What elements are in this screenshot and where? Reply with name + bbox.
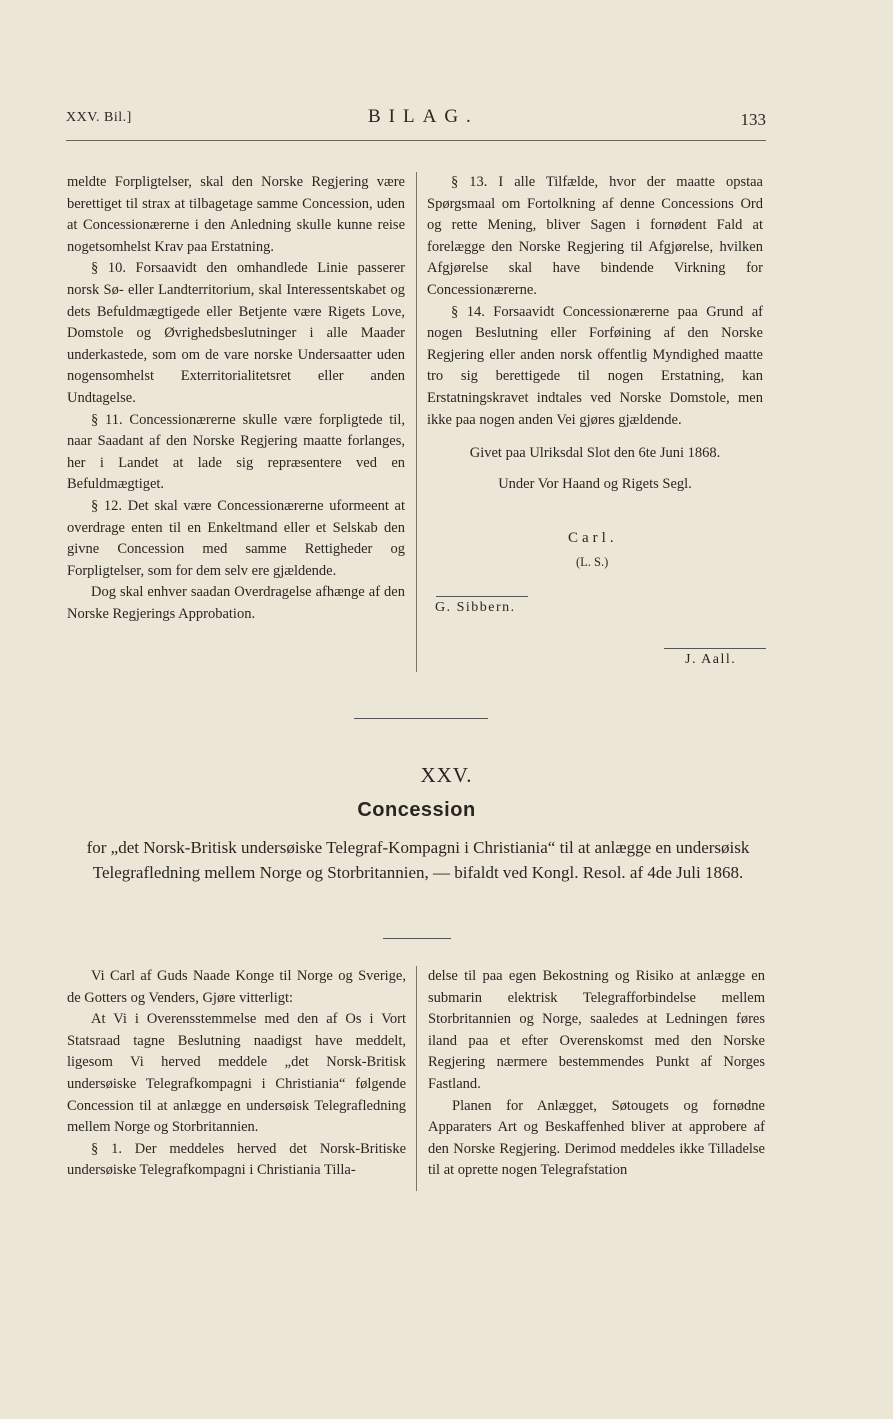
paragraph: Dog skal enhver saadan Overdragelse afhænge af den Norske Regjerings Approbation. [67, 584, 405, 622]
top-left-column [67, 172, 405, 625]
header-title: BILAG. [368, 106, 479, 127]
section-subtitle: for „det Norsk-Britisk undersøiske Telegraf-Kompagni i Christiania“ til at anlægge en undersøisk Telegrafledning mellem Norge og Storbritannien, — bifaldt ved Kongl. Resol. af 4de Juli 1868. [86, 838, 750, 882]
given-line: Givet paa Ulriksdal Slot den 6te Juni 1868. [469, 445, 721, 462]
signature-rule [664, 648, 766, 649]
section-separator [354, 718, 488, 719]
bottom-right-column [428, 966, 765, 1182]
under-line: Under Vor Haand og Rigets Segl. [498, 475, 692, 492]
page-header [66, 106, 766, 140]
section-separator [383, 938, 451, 939]
paragraph: delse til paa egen Bekostning og Risiko at anlægge en submarin elektrisk Telegrafforbindelse mellem Storbritannien og Norge, saaledes at Ledningen føres iland paa et efter Overenskomst med den Norske Regjering nærmere bestemmendes Punkt af Norges Fastland. [428, 968, 765, 1092]
seal-mark: (L. S.) [576, 555, 609, 569]
paragraph: At Vi i Overensstemmelse med den af Os i Vort Statsraad tagne Beslutning naadigst have meddelt, ligesom Vi herved meddele „det Norsk-Britisk undersøiske Telegrafkompagni i Christiania“ følgende Concession til at anlægge en undersøisk Telegrafledning mellem Norge og Storbritannien. [67, 1011, 406, 1136]
signature-aall: J. Aall. [685, 652, 737, 667]
paragraph: Vi Carl af Guds Naade Konge til Norge og Sverige, de Gotters og Venders, Gjøre vitterligt: [67, 968, 406, 1006]
section-number: XXV. [420, 763, 473, 787]
signature-sibbern: G. Sibbern. [435, 600, 516, 615]
section-title: Concession [357, 799, 476, 821]
paragraph-section-14: § 14. Forsaavidt Concessionærerne paa Grund af nogen Beslutning eller Forføining af den Norske Regjering eller anden norsk offentlig Myndighed maatte tro sig berettigede til nogen Erstatning, kan Erstatningskravet indtales ved Norske Domstole, men ikke paa nogen anden Vei gjøres gjældende. [427, 303, 763, 428]
paragraph-section-13: § 13. I alle Tilfælde, hvor der maatte opstaa Spørgsmaal om Fortolkning af denne Concessions Ord og rette Mening, bliver Sagen i fornødent Fald at forelægge den Norske Regjering til Afgjørelse, hvilken Afgjørelse skal have bindende Virkning for Concessionærerne. [427, 174, 763, 298]
bottom-left-column [67, 966, 406, 1182]
king-signature: Carl. [568, 530, 618, 546]
paragraph-section-1: § 1. Der meddeles herved det Norsk-Britiske undersøiske Telegrafkompagni i Christiania Tilla- [67, 1140, 406, 1179]
paragraph: meldte Forpligtelser, skal den Norske Regjering være berettiget til strax at tilbagetage samme Concession, uden at Concessionærerne i den Anledning skulle kunne reise nogetsomhelst Krav paa Erstatning. [67, 174, 405, 255]
header-section-ref: XXV. Bil.] [66, 110, 132, 125]
page-number: 133 [740, 110, 766, 129]
paragraph-section-11: § 11. Concessionærerne skulle være forpligtede til, naar Saadant af den Norske Regjering maatte forlanges, her i Landet at lade sig repræsentere ved en Befuldmægtiget. [67, 411, 405, 493]
column-divider [416, 172, 417, 672]
column-divider [416, 966, 417, 1191]
header-rule [66, 140, 766, 141]
signature-rule [436, 596, 528, 597]
top-right-column [427, 172, 763, 495]
paragraph: Planen for Anlægget, Søtougets og fornødne Apparaters Art og Beskaffenhed bliver at approbere af den Norske Regjering. Derimod meddeles ikke Tilladelse til at oprette nogen Telegrafstation [428, 1097, 765, 1179]
paragraph-section-12: § 12. Det skal være Concessionærerne uformeent at overdrage enten til en Enkeltmand eller et Selskab den givne Concession med samme Rettigheder og Forpligtelser, som for dem selv ere gjældende. [67, 497, 405, 579]
paragraph-section-10: § 10. Forsaavidt den omhandlede Linie passerer norsk Sø- eller Landterritorium, skal Interessentskabet og dets Befuldmægtigede eller Betjente være Rigets Love, Domstole og Øvrighedsbeslutninger i alle Maader underkastede, som om de vare norske Undersaatter uden nogensomhelst Exterritorialitetsret eller anden Undtagelse. [67, 260, 405, 406]
